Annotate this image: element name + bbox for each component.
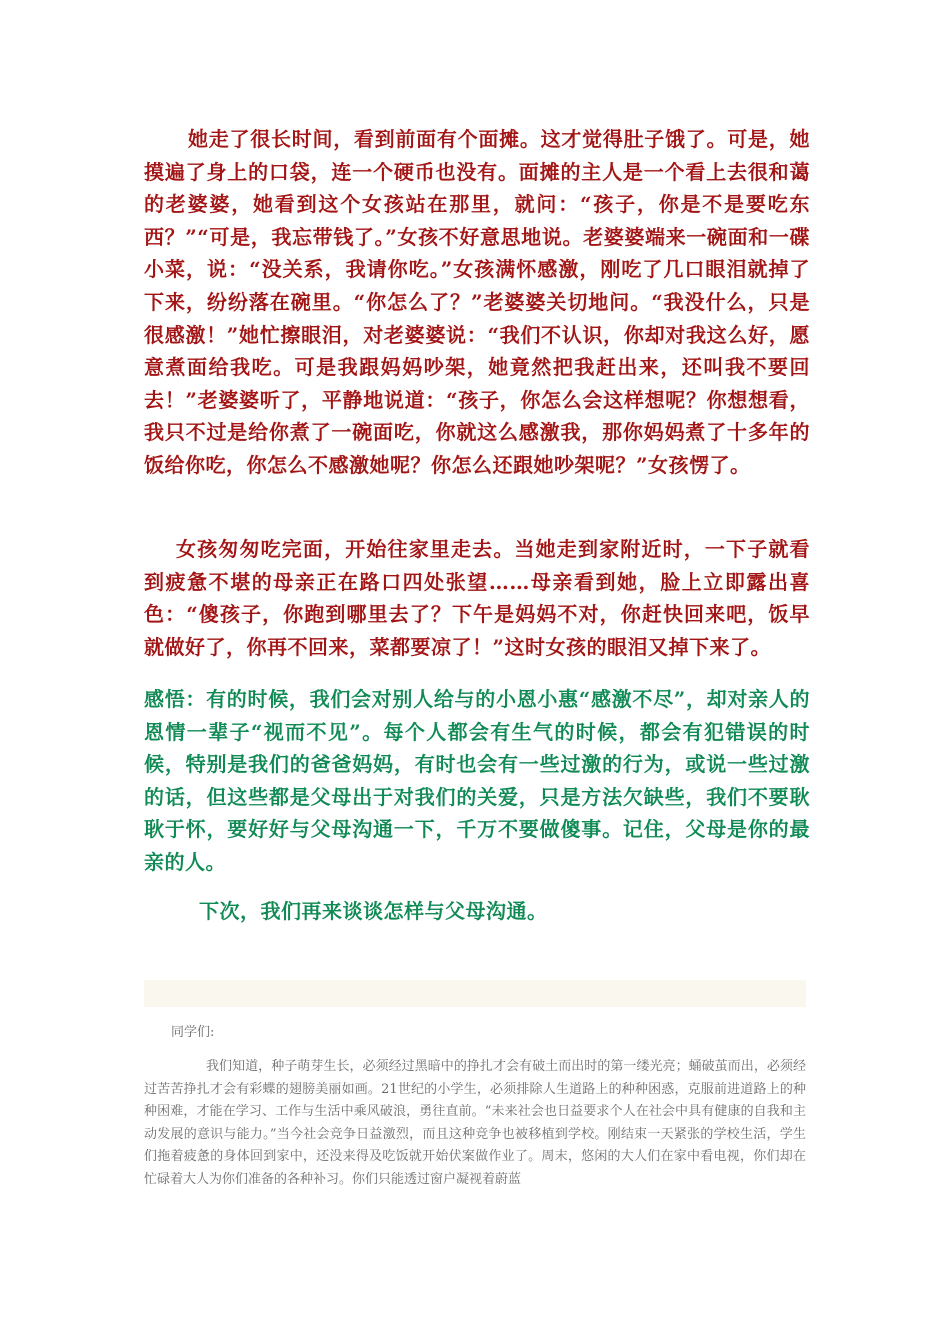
story-paragraph-2: 女孩匆匆吃完面，开始往家里走去。当她走到家附近时，一下子就看到疲惫不堪的母亲正在路口四处张望……母亲看到她，脸上立即露出喜色：“傻孩子，你跑到哪里去了？下午是妈妈不对，你赶快回来吧，饭早就做好了，你再不回来，菜都要凉了！”这时女孩的眼泪又掉下来了。 [144,537,810,659]
next-time-note: 下次，我们再来谈谈怎样与父母沟通。 [199,899,548,923]
section-divider-band [144,980,806,1007]
letter-body: 我们知道，种子萌芽生长，必须经过黑暗中的挣扎才会有破土而出时的第一缕光亮；蛹破茧而出，必须经过苦苦挣扎才会有彩蝶的翅膀美丽如画。21世纪的小学生，必须排除人生道路上的种种困惑，克服前进道路上的种种困难，才能在学习、工作与生活中乘风破浪，勇往直前。“未来社会也日益要求个人在社会中具有健康的自我和主动发展的意识与能力。”当今社会竞争日益激烈，而且这种竞争也被移植到学校。刚结束一天紧张的学校生活，学生们拖着疲惫的身体回到家中，还没来得及吃饭就开始伏案做作业了。周末，悠闲的大人们在家中看电视，你们却在忙碌着大人为你们准备的各种补习。你们只能透过窗户凝视着蔚蓝 [144,1059,806,1187]
reflection-paragraph: 感悟：有的时候，我们会对别人给与的小恩小惠“感激不尽”，却对亲人的恩情一辈子“视而不见”。每个人都会有生气的时候，都会有犯错误的时候，特别是我们的爸爸妈妈，有时也会有一些过激的行为，或说一些过激的话，但这些都是父母出于对我们的关爱，只是方法欠缺些，我们不要耿耿于怀，要好好与父母沟通一下，千万不要做傻事。记住，父母是你的最亲的人。 [144,687,810,874]
story-paragraph-1: 她走了很长时间，看到前面有个面摊。这才觉得肚子饿了。可是，她摸遍了身上的口袋，连一个硬币也没有。面摊的主人是一个看上去很和蔼的老婆婆，她看到这个女孩站在那里，就问：“孩子，你是不是要吃东西？”“可是，我忘带钱了。”女孩不好意思地说。老婆婆端来一碗面和一碟小菜，说：“没关系，我请你吃。”女孩满怀感激，刚吃了几口眼泪就掉了下来，纷纷落在碗里。“你怎么了？”老婆婆关切地问。“我没什么，只是很感激！”她忙擦眼泪，对老婆婆说：“我们不认识，你却对我这么好，愿意煮面给我吃。可是我跟妈妈吵架，她竟然把我赶出来，还叫我不要回去！”老婆婆听了，平静地说道：“孩子，你怎么会这样想呢？你想想看，我只不过是给你煮了一碗面吃，你就这么感激我，那你妈妈煮了十多年的饭给你吃，你怎么不感激她呢？你怎么还跟她吵架呢？”女孩愣了。 [144,127,810,477]
letter-greeting: 同学们: [171,1025,215,1040]
